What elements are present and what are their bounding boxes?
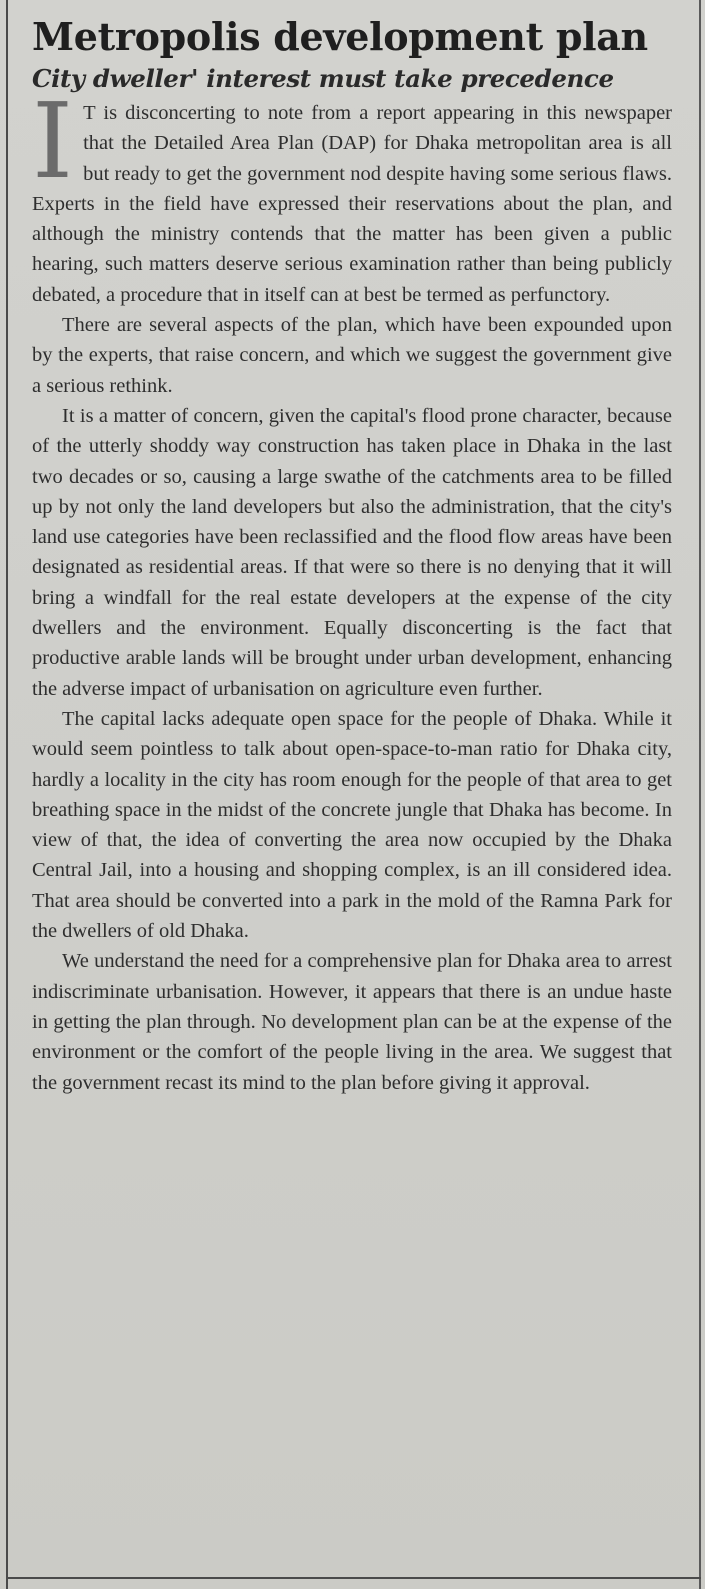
paragraph-4: The capital lacks adequate open space for the people of Dhaka. While it would seem pointless to talk about open-space-to-man ratio for Dhaka city, hardly a locality in the city has room enough for the people of that area to get breathing space in the midst of the concrete jungle that Dhaka has become. In view of that, the idea of converting the area now occupied by the Dhaka Central Jail, into a housing and shopping complex, is an ill considered idea. That area should be converted into a park in the mold of the Ramna Park for the dwellers of old Dhaka. <box>32 707 672 943</box>
paragraph-3: It is a matter of concern, given the capital's flood prone character, because of the utterly shoddy way construction has taken place in Dhaka in the last two decades or so, causing a large swathe of the catchments area to be filled up by not only the land developers but also the administration, that the city's land use categories have been reclassified and the flood flow areas have been designated as residential areas. If that were so there is no denying that it will bring a windfall for the real estate developers at the expense of the city dwellers and the environment. Equally disconcerting is the fact that productive arable lands will be brought under urban development, enhancing the adverse impact of urbanisation on agriculture even further. <box>32 404 672 700</box>
paragraph-1-text: T is disconcerting to note from a report appearing in this newspaper that the Detailed Area Plan (DAP) for Dhaka metropolitan area is all but ready to get the government nod despite having some serious flaws. Experts in the field have expressed their reservations about the plan, and although the ministry contends that the matter has been given a public hearing, such matters deserve serious examination rather than being publicly debated, a procedure that in itself can at best be termed as perfunctory. <box>32 102 672 306</box>
paragraph-1 <box>32 80 672 310</box>
headline: Metropolis development plan <box>32 14 648 59</box>
left-border-rule <box>6 0 8 1589</box>
bottom-border-rule <box>6 1577 701 1579</box>
paragraph-2: There are several aspects of the plan, which have been expounded upon by the experts, that raise concern, and which we suggest the government give a serious rethink. <box>32 314 672 397</box>
paragraph-5: We understand the need for a comprehensive plan for Dhaka area to arrest indiscriminate urbanisation. However, it appears that there is an undue haste in getting the plan through. No development plan can be at the expense of the environment or the comfort of the people living in the area. We suggest that the government recast its mind to the plan before giving it approval. <box>32 950 672 1094</box>
right-border-rule <box>699 0 701 1589</box>
article-body <box>32 80 672 1098</box>
subheadline: City dweller' interest must take precedence <box>32 64 614 93</box>
editorial-article <box>32 14 672 1098</box>
drop-cap: I <box>32 80 74 202</box>
